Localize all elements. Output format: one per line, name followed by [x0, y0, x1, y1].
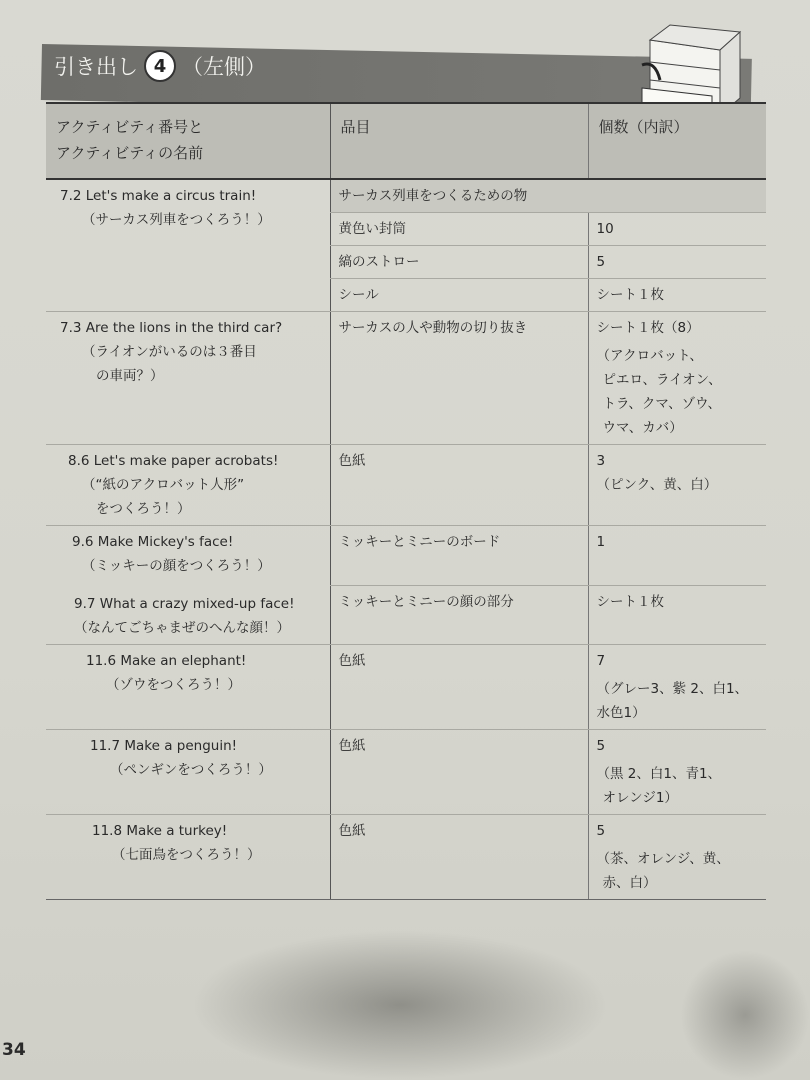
activity-cell: 8.6 Let's make paper acrobats! （“紙のアクロバット人形” をつくろう！） [46, 445, 330, 526]
count-cell: シート１枚 [588, 585, 766, 645]
header-count: 個数（内訳） [588, 103, 766, 179]
activity-cell: 9.6 Make Mickey's face! （ミッキーの顔をつくろう！） 9.7 What a crazy mixed-up face! （なんてごちゃまぜのへんな顔！） [46, 526, 330, 645]
table-row [46, 179, 766, 213]
count-cell: 5 （黒 2、白1、青1、 オレンジ1） [588, 730, 766, 815]
count-cell: シート１枚 [588, 279, 766, 312]
count-cell: 1 [588, 526, 766, 586]
item-cell: ミッキーとミニーのボード [330, 526, 588, 586]
group-label: サーカス列車をつくるための物 [330, 179, 766, 213]
table-header-row [46, 103, 766, 179]
photo-shadow [190, 930, 610, 1080]
supplies-table [46, 102, 766, 900]
item-cell: 色紙 [330, 815, 588, 900]
count-cell: 5 （茶、オレンジ、黄、 赤、白） [588, 815, 766, 900]
table-row [46, 815, 766, 900]
item-cell: 黄色い封筒 [330, 213, 588, 246]
count-cell: 10 [588, 213, 766, 246]
item-cell: シール [330, 279, 588, 312]
item-cell: 色紙 [330, 730, 588, 815]
count-cell: 3 （ピンク、黄、白） [588, 445, 766, 526]
section-title-text: 引き出し [54, 55, 138, 79]
activity-cell: 11.8 Make a turkey! （七面鳥をつくろう！） [46, 815, 330, 900]
table-row [46, 445, 766, 526]
item-cell: 色紙 [330, 645, 588, 730]
photo-shadow [680, 950, 810, 1080]
header-item: 品目 [330, 103, 588, 179]
activity-cell: 7.2 Let's make a circus train! （サーカス列車をつくろう！） [46, 179, 330, 312]
table-row [46, 730, 766, 815]
section-side: （左側） [182, 55, 266, 79]
activity-cell: 11.7 Make a penguin! （ペンギンをつくろう！） [46, 730, 330, 815]
activity-cell: 11.6 Make an elephant! （ゾウをつくろう！） [46, 645, 330, 730]
item-cell: ミッキーとミニーの顔の部分 [330, 585, 588, 645]
page-number: 34 [2, 1040, 26, 1060]
count-cell: シート１枚（8） （アクロバット、 ピエロ、ライオン、 トラ、クマ、ゾウ、 ウマ、カバ） [588, 312, 766, 445]
count-cell: 5 [588, 246, 766, 279]
activity-cell: 7.3 Are the lions in the third car? （ライオンがいるのは３番目 の車両？） [46, 312, 330, 445]
item-cell: サーカスの人や動物の切り抜き [330, 312, 588, 445]
item-cell: 縞のストロー [330, 246, 588, 279]
item-cell: 色紙 [330, 445, 588, 526]
drawer-number-badge: 4 [144, 50, 176, 82]
table-row [46, 645, 766, 730]
table-row [46, 312, 766, 445]
count-cell: 7 （グレー3、紫 2、白1、 水色1） [588, 645, 766, 730]
header-activity: アクティビティ番号と アクティビティの名前 [46, 103, 330, 179]
section-title [54, 50, 266, 82]
table-row [46, 526, 766, 586]
